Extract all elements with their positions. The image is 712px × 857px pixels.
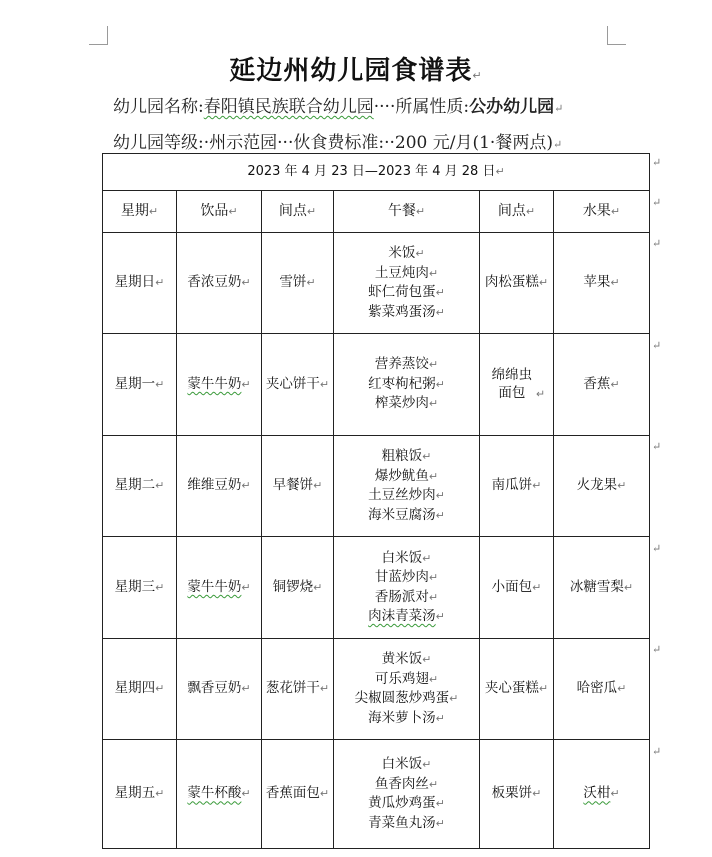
lunch-dish-text: 白米饭 xyxy=(381,549,423,566)
cell-mark-icon: ↵ xyxy=(241,377,251,391)
cell-mark-icon: ↵ xyxy=(415,204,426,218)
lunch-dish xyxy=(334,486,479,506)
snack1-cell xyxy=(262,639,334,740)
lunch-cell xyxy=(334,537,480,639)
day-text: 星期日 xyxy=(114,274,156,291)
cell-mark-icon: ↵ xyxy=(435,377,445,391)
lunch-dish xyxy=(334,568,479,588)
header-lunch xyxy=(334,191,480,233)
snack2-text: 绵绵虫面包 xyxy=(491,366,533,401)
drink-text: 蒙牛牛奶 xyxy=(187,375,242,392)
cell-mark-icon: ↵ xyxy=(435,489,445,502)
day-cell xyxy=(103,639,177,740)
kindergarten-level-line xyxy=(113,128,562,153)
lunch-dish xyxy=(334,588,479,608)
drink-cell xyxy=(177,334,262,436)
lunch-dish-text: 海米豆腐汤 xyxy=(368,506,436,523)
snack2-cell xyxy=(480,436,554,537)
lunch-dish-text: 香肠派对 xyxy=(374,588,429,605)
fruit-cell xyxy=(554,436,650,537)
snack1-text: 雪饼 xyxy=(279,274,307,291)
lunch-dish xyxy=(334,755,479,775)
day-text: 星期三 xyxy=(114,578,156,595)
paragraph-mark-icon: ↵ xyxy=(554,102,564,115)
snack1-text: 早餐饼 xyxy=(272,477,314,494)
cell-mark-icon: ↵ xyxy=(241,479,251,493)
cell-mark-icon: ↵ xyxy=(415,247,425,260)
level-gap: ··· xyxy=(277,133,294,153)
lunch-dish xyxy=(334,506,479,526)
header-snack1-text: 间点 xyxy=(278,202,307,219)
paragraph-mark-icon: ↵ xyxy=(552,138,563,151)
menu-table xyxy=(102,153,650,849)
cell-mark-icon: ↵ xyxy=(610,377,620,391)
row-end-mark-icon: ↵ xyxy=(652,440,662,453)
lunch-dish-text: 虾仁荷包蛋 xyxy=(368,284,436,300)
lunch-dish-text: 爆炒鱿鱼 xyxy=(374,467,429,484)
name-value: 春阳镇民族联合幼儿园 xyxy=(203,97,374,117)
cell-mark-icon: ↵ xyxy=(241,682,251,696)
lunch-dish xyxy=(334,670,479,690)
lunch-cell xyxy=(334,334,480,436)
row-end-mark-icon: ↵ xyxy=(652,237,662,250)
fruit-cell xyxy=(554,334,650,436)
snack1-cell xyxy=(262,740,334,849)
fee-value: ··200 元/月(1·餐两点) xyxy=(384,133,553,153)
cell-mark-icon: ↵ xyxy=(610,204,621,218)
cell-mark-icon: ↵ xyxy=(319,787,330,801)
snack1-text: 铜锣烧 xyxy=(272,578,314,595)
cell-mark-icon: ↵ xyxy=(610,276,620,290)
drink-cell xyxy=(177,537,262,639)
cell-mark-icon: ↵ xyxy=(623,580,634,594)
lunch-dish-text: 鱼香肉丝 xyxy=(374,775,429,792)
lunch-dish xyxy=(334,447,479,467)
snack2-text: 南瓜饼 xyxy=(491,477,533,494)
nature-value: 公办幼儿园 xyxy=(469,97,555,117)
fee-label: 伙食费标准: xyxy=(293,133,385,153)
fruit-cell xyxy=(554,639,650,740)
snack1-cell xyxy=(262,436,334,537)
cell-mark-icon: ↵ xyxy=(155,276,165,290)
snack2-cell xyxy=(480,537,554,639)
header-fruit xyxy=(554,191,650,233)
cell-mark-icon: ↵ xyxy=(428,777,439,791)
cell-mark-icon: ↵ xyxy=(155,377,165,391)
lunch-dish xyxy=(334,375,479,395)
cell-mark-icon: ↵ xyxy=(428,571,439,584)
day-text: 星期二 xyxy=(114,477,156,494)
lunch-dish-text: 海米萝卜汤 xyxy=(368,709,436,726)
document-title xyxy=(0,50,712,87)
table-row xyxy=(103,334,650,436)
day-text: 星期一 xyxy=(114,375,156,392)
cell-mark-icon: ↵ xyxy=(538,682,549,696)
row-end-mark-icon: ↵ xyxy=(652,196,662,209)
lunch-dish xyxy=(334,244,479,264)
cell-mark-icon: ↵ xyxy=(241,276,251,290)
row-end-mark-icon: ↵ xyxy=(652,339,662,352)
cell-mark-icon: ↵ xyxy=(241,580,251,594)
date-range-cell xyxy=(103,154,650,191)
snack2-text: 板栗饼 xyxy=(491,785,533,802)
header-lunch-text: 午餐 xyxy=(387,202,416,219)
lunch-dish xyxy=(334,467,479,487)
name-gap: ···· xyxy=(373,97,396,117)
kindergarten-name-line xyxy=(113,92,563,117)
header-snack1 xyxy=(262,191,334,233)
lunch-dish-text: 粗粮饭 xyxy=(381,448,423,464)
cell-mark-icon: ↵ xyxy=(435,816,445,830)
fruit-text: 香蕉 xyxy=(583,375,611,392)
cell-mark-icon: ↵ xyxy=(428,672,439,686)
day-cell xyxy=(103,740,177,849)
lunch-dish-text: 榨菜炒肉 xyxy=(374,395,429,412)
cell-mark-icon: ↵ xyxy=(435,508,445,522)
cell-mark-icon: ↵ xyxy=(313,580,323,594)
cell-mark-icon: ↵ xyxy=(535,387,546,400)
drink-text: 飘香豆奶 xyxy=(187,680,242,697)
table-row xyxy=(103,233,650,334)
row-end-mark-icon: ↵ xyxy=(652,156,662,169)
lunch-dish-text: 肉沫青菜汤 xyxy=(368,608,436,624)
lunch-dish xyxy=(334,775,479,795)
row-end-mark-icon: ↵ xyxy=(652,542,662,555)
lunch-dish xyxy=(334,814,479,834)
snack1-text: 香蕉面包 xyxy=(265,785,320,802)
header-snack2 xyxy=(480,191,554,233)
lunch-dish xyxy=(334,689,479,709)
lunch-dish xyxy=(334,794,479,814)
cell-mark-icon: ↵ xyxy=(319,377,330,391)
cell-mark-icon: ↵ xyxy=(428,469,439,483)
cell-mark-icon: ↵ xyxy=(155,580,165,594)
snack2-cell xyxy=(480,639,554,740)
fruit-cell xyxy=(554,740,650,849)
cell-mark-icon: ↵ xyxy=(155,682,165,696)
cell-mark-icon: ↵ xyxy=(435,286,445,299)
cell-mark-icon: ↵ xyxy=(428,397,439,411)
snack1-text: 夹心饼干 xyxy=(265,375,320,392)
cell-mark-icon: ↵ xyxy=(422,551,432,565)
table-row xyxy=(103,436,650,537)
day-cell xyxy=(103,436,177,537)
paragraph-mark-icon: ↵ xyxy=(472,69,483,82)
cell-mark-icon: ↵ xyxy=(422,653,432,666)
table-row xyxy=(103,537,650,639)
drink-text: 香浓豆奶 xyxy=(187,274,242,291)
snack1-cell xyxy=(262,334,334,436)
cell-mark-icon: ↵ xyxy=(306,276,316,290)
cell-mark-icon: ↵ xyxy=(532,580,542,594)
cell-mark-icon: ↵ xyxy=(313,479,323,493)
document-title-text: 延边州幼儿园食谱表 xyxy=(229,56,473,86)
snack2-cell xyxy=(480,233,554,334)
header-day xyxy=(103,191,177,233)
cell-mark-icon: ↵ xyxy=(241,787,251,801)
snack2-text: 肉松蛋糕 xyxy=(484,274,539,291)
lunch-dish-text: 紫菜鸡蛋汤 xyxy=(368,303,436,320)
cell-mark-icon: ↵ xyxy=(422,758,432,771)
lunch-dish-text: 土豆炖肉 xyxy=(374,264,429,281)
cell-mark-icon: ↵ xyxy=(319,682,330,696)
cell-mark-icon: ↵ xyxy=(428,266,439,280)
table-row xyxy=(103,639,650,740)
table-row xyxy=(103,740,650,849)
lunch-dish-text: 米饭 xyxy=(388,245,416,261)
drink-cell xyxy=(177,740,262,849)
cell-mark-icon: ↵ xyxy=(422,450,432,463)
drink-text: 蒙牛牛奶 xyxy=(187,578,242,595)
lunch-dish-text: 青菜鱼丸汤 xyxy=(368,814,436,831)
level-label: 幼儿园等级: xyxy=(113,133,204,153)
fruit-cell xyxy=(554,233,650,334)
drink-cell xyxy=(177,639,262,740)
cell-mark-icon: ↵ xyxy=(435,610,445,623)
fruit-text: 火龙果 xyxy=(576,477,618,494)
cell-mark-icon: ↵ xyxy=(532,479,542,493)
header-drink xyxy=(177,191,262,233)
cell-mark-icon: ↵ xyxy=(610,787,620,801)
page-corner-mark-top-right xyxy=(607,26,626,45)
day-cell xyxy=(103,233,177,334)
fruit-cell xyxy=(554,537,650,639)
nature-label: 所属性质: xyxy=(395,97,470,117)
day-cell xyxy=(103,537,177,639)
name-label: 幼儿园名称: xyxy=(113,97,204,117)
header-row xyxy=(103,191,650,233)
cell-mark-icon: ↵ xyxy=(435,797,445,810)
snack1-cell xyxy=(262,537,334,639)
snack1-cell xyxy=(262,233,334,334)
cell-mark-icon: ↵ xyxy=(617,682,627,696)
cell-mark-icon: ↵ xyxy=(435,305,445,319)
cell-mark-icon: ↵ xyxy=(617,479,627,493)
lunch-cell xyxy=(334,639,480,740)
lunch-dish xyxy=(334,264,479,284)
fruit-text: 沃柑 xyxy=(583,785,611,802)
fruit-text: 冰糖雪梨 xyxy=(569,578,624,595)
header-fruit-text: 水果 xyxy=(582,202,611,219)
cell-mark-icon: ↵ xyxy=(435,711,445,725)
lunch-dish xyxy=(334,650,479,670)
lunch-dish-text: 营养蒸饺 xyxy=(374,356,429,373)
lunch-dish-text: 尖椒圆葱炒鸡蛋 xyxy=(354,690,450,706)
cell-mark-icon: ↵ xyxy=(428,358,439,372)
fruit-text: 苹果 xyxy=(583,274,611,291)
date-range: 2023 年 4 月 23 日—2023 年 4 月 28 日 xyxy=(247,163,496,179)
cell-mark-icon: ↵ xyxy=(228,204,238,218)
lunch-dish-text: 可乐鸡翅 xyxy=(374,670,429,687)
row-end-mark-icon: ↵ xyxy=(652,643,662,656)
lunch-dish xyxy=(334,355,479,375)
lunch-dish xyxy=(334,303,479,323)
header-snack2-text: 间点 xyxy=(497,202,526,219)
lunch-dish xyxy=(334,549,479,569)
fruit-text: 哈密瓜 xyxy=(576,680,618,697)
lunch-cell xyxy=(334,233,480,334)
paragraph-mark-icon: ↵ xyxy=(495,164,505,178)
lunch-dish xyxy=(334,709,479,729)
lunch-dish xyxy=(334,607,479,627)
level-value: ·州示范园 xyxy=(203,133,278,153)
lunch-dish xyxy=(334,283,479,303)
lunch-dish xyxy=(334,394,479,414)
cell-mark-icon: ↵ xyxy=(525,204,536,218)
page-corner-mark-top-left xyxy=(89,26,108,45)
lunch-cell xyxy=(334,740,480,849)
day-text: 星期五 xyxy=(114,785,156,802)
snack2-cell xyxy=(480,740,554,849)
cell-mark-icon: ↵ xyxy=(532,787,542,801)
day-cell xyxy=(103,334,177,436)
drink-cell xyxy=(177,436,262,537)
lunch-dish-text: 红枣枸杞粥 xyxy=(368,375,436,392)
cell-mark-icon: ↵ xyxy=(148,204,159,218)
cell-mark-icon: ↵ xyxy=(449,692,459,705)
header-day-text: 星期 xyxy=(120,202,149,219)
drink-text: 维维豆奶 xyxy=(187,477,242,494)
lunch-dish-text: 土豆丝炒肉 xyxy=(368,487,436,503)
day-text: 星期四 xyxy=(114,680,156,697)
cell-mark-icon: ↵ xyxy=(428,590,439,604)
cell-mark-icon: ↵ xyxy=(538,276,549,290)
cell-mark-icon: ↵ xyxy=(155,787,165,801)
lunch-cell xyxy=(334,436,480,537)
snack2-cell xyxy=(480,334,554,436)
cell-mark-icon: ↵ xyxy=(155,479,165,493)
snack2-text: 小面包 xyxy=(491,578,533,595)
snack1-text: 葱花饼干 xyxy=(265,680,320,697)
lunch-dish-text: 黄瓜炒鸡蛋 xyxy=(368,795,436,811)
drink-cell xyxy=(177,233,262,334)
lunch-dish-text: 黄米饭 xyxy=(381,651,423,667)
drink-text: 蒙牛杯酸 xyxy=(187,785,242,802)
header-drink-text: 饮品 xyxy=(200,202,229,219)
cell-mark-icon: ↵ xyxy=(306,204,317,218)
snack2-text: 夹心蛋糕 xyxy=(484,680,539,697)
lunch-dish-text: 白米饭 xyxy=(381,756,423,772)
row-end-mark-icon: ↵ xyxy=(652,745,662,758)
lunch-dish-text: 甘蓝炒肉 xyxy=(374,569,429,585)
